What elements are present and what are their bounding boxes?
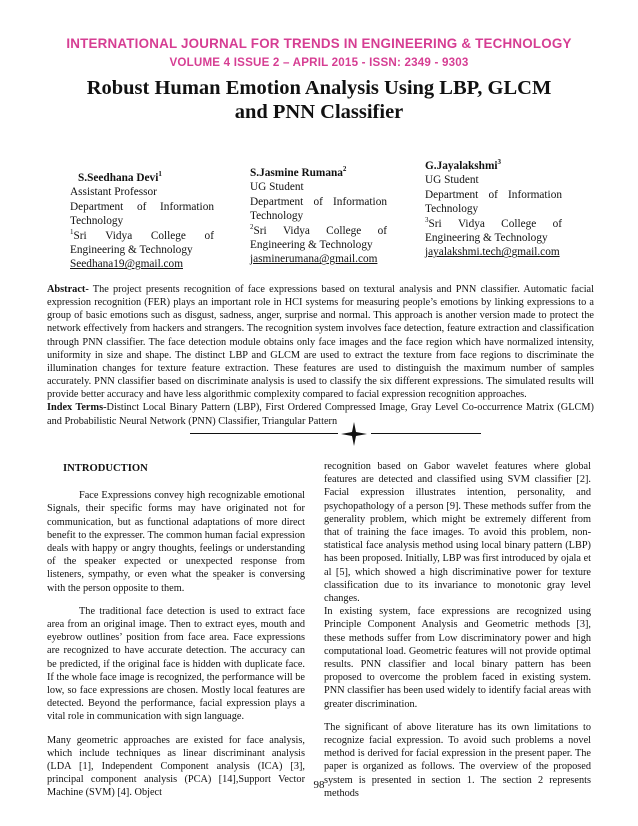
page-number: 98	[313, 779, 325, 791]
divider-right	[371, 433, 481, 434]
author-name: S.Jasmine Rumana$^2$	[250, 165, 347, 179]
paper-title	[0, 76, 638, 124]
star-ornament-icon	[341, 422, 367, 446]
author-institution-cont: Engineering & Technology	[425, 232, 548, 245]
author-name: S.Seedhana Devi$^1$	[78, 170, 162, 184]
journal-issue: VOLUME 4 ISSUE 2 – APRIL 2015 - ISSN: 2349 - 9303	[169, 56, 469, 69]
divider-left	[190, 433, 338, 434]
author-institution: $^2$Sri Vidya College of	[250, 222, 387, 237]
paragraph: The significant of above literature has its own limitations to recognize facial expression. To avoid such problems a novel method is derived for facial expression in the present paper. The paper is organized as follows. The overview of the proposed system is presented in section 1. The section 2 represents methods	[324, 721, 591, 799]
author-department-cont: Technology	[70, 215, 124, 228]
author-institution-cont: Engineering & Technology	[70, 244, 193, 257]
index-terms-text: Distinct Local Binary Pattern (LBP), First Ordered Compressed Image, Gray Level Co-occurrence Matrix (GLCM) and Probabilistic Neural Network (PNN) Classifier, Triangular Pattern	[47, 402, 594, 427]
paragraph: In existing system, face expressions are recognized using Principle Component Analysis and Geometric methods [3], these methods suffer from Low discriminatory power and high computational load. Geometric features will not provide optimal results. PNN classifier and local binary pattern has been proposed to overcome the problem faced in existing system. PNN classifier has been used widely to identify facial areas with greater discrimination.	[324, 606, 591, 710]
author-department-cont: Technology	[425, 203, 479, 216]
index-terms	[47, 401, 594, 427]
paragraph: Many geometric approaches are existed for face analysis, which include techniques as linear discriminant analysis (LDA [1], Independent Component analysis (ICA) [3], principal component analysis (PCA) [14],Support Vector Machine (SVM) [4]. Object	[47, 734, 305, 799]
author-block-3	[425, 159, 562, 260]
column-right	[324, 460, 591, 800]
paragraph: Face Expressions convey high recognizable emotional Signals, their specific forms may have originated not for communication, but as functional adaptations of more direct benefit to the expresser. The common human facial expression deals with happy or angry thoughts, feelings or understanding of the speaker expected or unexpected response from listeners, sympathy, or even what the speaker is conversing with the person opposite to them.	[47, 490, 305, 594]
abstract-paragraph	[47, 283, 594, 401]
paragraph: The traditional face detection is used to extract face area from an original image. Then to extract eyes, mouth and eyebrow outlines’ position from face area. Face expressions are recognized to have accurate detection. The accuracy can be predicted, if the original face is hidden with duplicate face. If the whole face image is recognized, the performance will be low, so face expressions are chosen. Mostly local features are detected. Beyond the performance, facial expression plays a vital role in communication with sign language.	[47, 605, 305, 723]
author-email-link[interactable]: jasminerumana@gmail.com	[250, 253, 378, 266]
author-department-cont: Technology	[250, 210, 304, 223]
paper-title-line-1: Robust Human Emotion Analysis Using LBP, GLCM	[86, 77, 552, 99]
author-role: Assistant Professor	[70, 186, 157, 199]
paper-title-line-2: and PNN Classifier	[234, 101, 404, 123]
journal-name: INTERNATIONAL JOURNAL FOR TRENDS IN ENGINEERING & TECHNOLOGY	[66, 35, 572, 52]
index-terms-label: Index Terms-	[47, 402, 107, 414]
author-department: Department of Information	[70, 200, 214, 213]
author-institution: $^1$Sri Vidya College of	[70, 227, 214, 242]
section-heading: INTRODUCTION	[63, 463, 148, 474]
author-role: UG Student	[425, 174, 479, 187]
author-institution: $^3$Sri Vidya College of	[425, 215, 562, 230]
column-left	[47, 462, 305, 800]
author-department: Department of Information	[425, 188, 562, 201]
abstract-text: The project presents recognition of face expressions based on textural analysis and PNN classifier. Automatic facial expression recognition (FER) plays an important role in HCI systems for measuring people’s emotions by linking expressions to a group of basic emotions such as disgust, sadness, anger, surprise and normal. This approach is another version made to protect the network effectively from hackers and strangers. The recognition system involves face detection, feature extraction and classification through PNN classifier. The face detection module obtains only face images and the face region which have normalized intensity, uniformity in size and shape. The distinct LBP and GLCM are used to extract the texture from face regions to discriminate the illumination changes for texture feature extraction. These features are used to distinguish the maximum number of samples accurately. PNN classifier based on discriminate analysis is used to classify the six different expressions. The simulated results will provide better accuracy and have less algorithmic complexity compared to facial expression recognition approaches.	[47, 284, 594, 401]
author-role: UG Student	[250, 181, 304, 194]
abstract-label: Abstract-	[47, 284, 89, 295]
author-name: G.Jayalakshmi$^3$	[425, 158, 502, 172]
author-department: Department of Information	[250, 195, 387, 208]
author-email-link[interactable]: jayalakshmi.tech@gmail.com	[425, 246, 560, 259]
paragraph: recognition based on Gabor wavelet features where global features are detected and classified using SVM classifier [2]. Facial expression illustrates intention, personality, and psychopathology of a person [9]. These methods suffer from the generality problem, which might be extremely different from that of training the face images. To avoid this problem, non-statistical face analysis method using local binary pattern (LBP) has been proposed. Initially, LBP was first introduced by ojala et al [5], which showed a high discriminative power for texture classification due to its invariance to monotonic gray level changes.	[324, 461, 591, 605]
author-block-1	[70, 171, 214, 272]
author-block-2	[250, 166, 387, 267]
author-institution-cont: Engineering & Technology	[250, 239, 373, 252]
author-email-link[interactable]: Seedhana19@gmail.com	[70, 258, 183, 271]
abstract	[47, 283, 594, 428]
